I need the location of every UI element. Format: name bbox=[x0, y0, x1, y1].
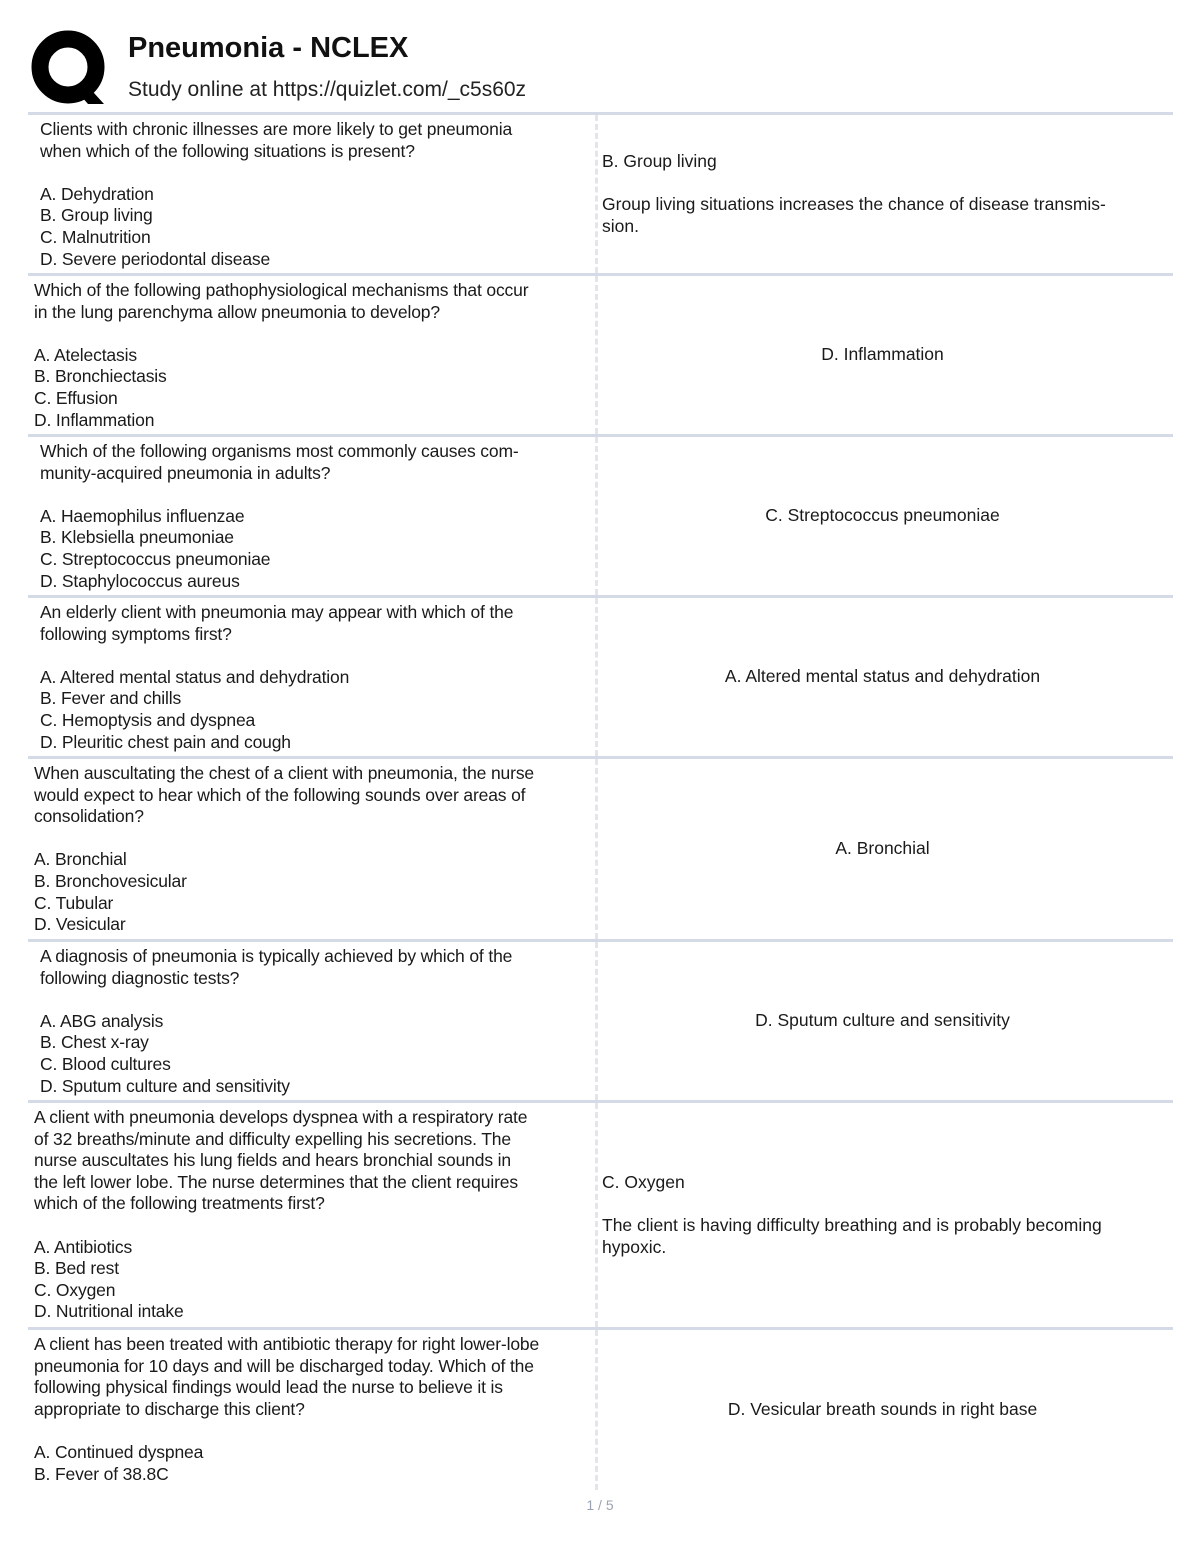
flashcard-row bbox=[28, 598, 1173, 759]
question-cell bbox=[28, 942, 598, 1100]
question-text: A client has been treated with antibiotic therapy for right lower-lobe pneumonia for 10 days and will be discharged today. Which of the following physical findings would lead the nurse to believe it is appropriate to discharge this client? bbox=[34, 1334, 540, 1419]
option-a: A. Continued dyspnea bbox=[34, 1441, 204, 1462]
option-d: D. Nutritional intake bbox=[34, 1301, 184, 1322]
answer-options bbox=[40, 506, 591, 592]
answer-text: B. Group living bbox=[602, 151, 717, 171]
answer-text: D. Sputum culture and sensitivity bbox=[755, 1010, 1010, 1031]
option-a: A. Haemophilus influenzae bbox=[40, 505, 245, 526]
answer-options bbox=[34, 1237, 591, 1323]
answer-text: D. Vesicular breath sounds in right base bbox=[727, 1399, 1038, 1420]
option-a: A. Antibiotics bbox=[34, 1236, 133, 1257]
option-a: A. ABG analysis bbox=[40, 1010, 164, 1031]
option-b: B. Chest x-ray bbox=[40, 1032, 149, 1053]
answer-options bbox=[40, 184, 591, 270]
answer-options bbox=[34, 345, 591, 431]
answer-options bbox=[40, 1011, 591, 1097]
option-a: A. Bronchial bbox=[34, 849, 127, 870]
answer-cell bbox=[598, 759, 1173, 939]
answer-cell bbox=[598, 437, 1173, 595]
question-text: Which of the following organisms most commonly causes com- munity-acquired pneumonia in adults? bbox=[40, 441, 519, 483]
question-cell bbox=[28, 759, 598, 939]
flashcard-row bbox=[28, 1103, 1173, 1330]
answer-options bbox=[34, 849, 591, 935]
flashcard-row bbox=[28, 1330, 1173, 1490]
option-c: C. Oxygen bbox=[34, 1279, 116, 1300]
option-b: B. Klebsiella pneumoniae bbox=[40, 527, 234, 548]
answer-cell bbox=[598, 942, 1173, 1100]
option-a: A. Dehydration bbox=[40, 183, 154, 204]
question-cell bbox=[28, 1103, 598, 1327]
option-c: C. Hemoptysis and dyspnea bbox=[40, 709, 256, 730]
option-d: D. Staphylococcus aureus bbox=[40, 570, 240, 591]
flashcard-row bbox=[28, 942, 1173, 1103]
answer-text: A. Altered mental status and dehydration bbox=[724, 666, 1041, 687]
flashcard-row bbox=[28, 759, 1173, 942]
rationale-text: Group living situations increases the chance of disease transmis- sion. bbox=[602, 194, 1106, 236]
option-b: B. Fever and chills bbox=[40, 688, 182, 709]
question-text: A diagnosis of pneumonia is typically achieved by which of the following diagnostic tests? bbox=[40, 946, 513, 988]
flashcard-row bbox=[28, 115, 1173, 276]
option-c: C. Tubular bbox=[34, 892, 114, 913]
question-cell bbox=[28, 437, 598, 595]
option-a: A. Atelectasis bbox=[34, 344, 137, 365]
option-b: B. Bronchovesicular bbox=[34, 870, 187, 891]
quizlet-q-logo-icon bbox=[30, 30, 136, 108]
answer-cell bbox=[598, 1330, 1173, 1490]
question-text: An elderly client with pneumonia may appear with which of the following symptoms first? bbox=[40, 602, 514, 644]
answer-cell bbox=[598, 115, 1173, 273]
rationale-text: The client is having difficulty breathing and is probably becoming hypoxic. bbox=[602, 1215, 1102, 1257]
answer-options bbox=[34, 1442, 591, 1485]
flashcard-table bbox=[28, 112, 1173, 1490]
option-c: C. Blood cultures bbox=[40, 1053, 171, 1074]
question-cell bbox=[28, 598, 598, 756]
flashcard-row bbox=[28, 437, 1173, 598]
answer-cell bbox=[598, 276, 1173, 434]
question-text: Clients with chronic illnesses are more likely to get pneumonia when which of the following situations is present? bbox=[40, 119, 513, 161]
option-d: D. Severe periodontal disease bbox=[40, 248, 271, 269]
answer-cell bbox=[598, 598, 1173, 756]
option-b: B. Fever of 38.8C bbox=[34, 1463, 169, 1484]
option-b: B. Group living bbox=[40, 205, 153, 226]
option-d: D. Sputum culture and sensitivity bbox=[40, 1075, 290, 1096]
option-c: C. Malnutrition bbox=[40, 226, 151, 247]
question-cell bbox=[28, 115, 598, 273]
page-number: 1 / 5 bbox=[586, 1497, 614, 1513]
option-d: D. Vesicular bbox=[34, 914, 126, 935]
option-b: B. Bed rest bbox=[34, 1258, 119, 1279]
option-d: D. Pleuritic chest pain and cough bbox=[40, 731, 291, 752]
answer-options bbox=[40, 667, 591, 753]
question-text: Which of the following pathophysiological mechanisms that occur in the lung parenchyma allow pneumonia to develop? bbox=[34, 280, 529, 322]
answer-text: D. Inflammation bbox=[821, 344, 944, 365]
answer-text: A. Bronchial bbox=[835, 838, 930, 859]
option-b: B. Bronchiectasis bbox=[34, 366, 167, 387]
page-header bbox=[28, 28, 1178, 112]
question-cell bbox=[28, 1330, 598, 1490]
answer-text: C. Oxygen bbox=[602, 1171, 685, 1192]
question-text: A client with pneumonia develops dyspnea with a respiratory rate of 32 breaths/minute and difficulty expelling his secretions. The nurse auscultates his lung fields and hears bronchial sounds in the left lower lobe. The nurse determines that the client requires which of the following treatments first? bbox=[34, 1107, 528, 1214]
page-title: Pneumonia - NCLEX bbox=[128, 32, 409, 64]
option-c: C. Effusion bbox=[34, 387, 118, 408]
flashcard-row bbox=[28, 276, 1173, 437]
option-a: A. Altered mental status and dehydration bbox=[40, 666, 350, 687]
question-cell bbox=[28, 276, 598, 434]
question-text: When auscultating the chest of a client with pneumonia, the nurse would expect to hear which of the following sounds over areas of consolidation? bbox=[34, 763, 534, 827]
option-c: C. Streptococcus pneumoniae bbox=[40, 548, 271, 569]
answer-text: C. Streptococcus pneumoniae bbox=[765, 505, 1000, 526]
option-d: D. Inflammation bbox=[34, 409, 155, 430]
study-online-link[interactable]: Study online at https://quizlet.com/_c5s60z bbox=[128, 78, 527, 101]
answer-cell bbox=[598, 1103, 1173, 1327]
